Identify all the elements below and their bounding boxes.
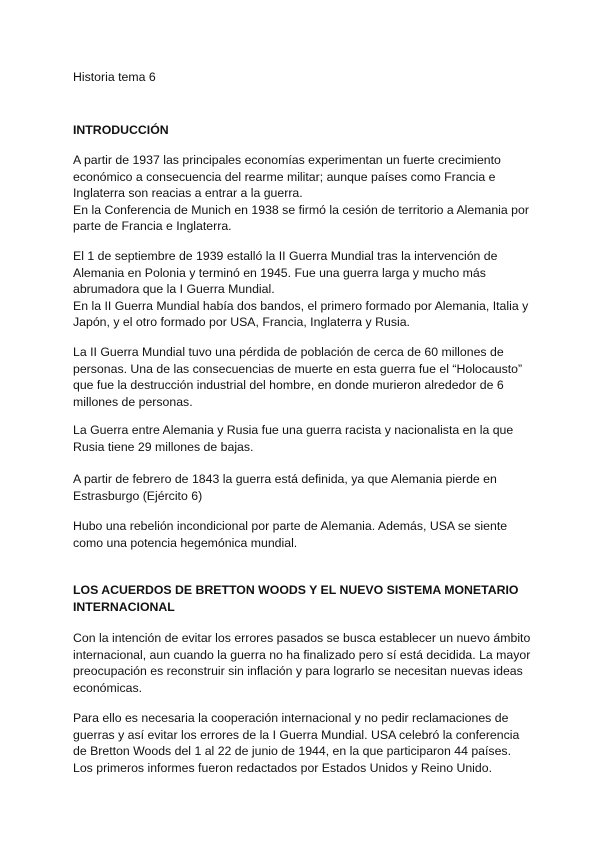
text-line: Inglaterra son reacias a entrar a la guerra. <box>73 186 303 200</box>
text-line: Para ello es necesaria la cooperación internacional y no pedir reclamaciones de <box>73 711 509 725</box>
text-line: El 1 de septiembre de 1939 estalló la II Guerra Mundial tras la intervención de <box>73 249 498 263</box>
text-line: La Guerra entre Alemania y Rusia fue una guerra racista y nacionalista en la que <box>73 423 514 437</box>
text-line: Estrasburgo (Ejército 6) <box>73 488 203 503</box>
text-line: Los primeros informes fueron redactados por Estados Unidos y Reino Unido. <box>73 760 492 775</box>
text-line: económicas. <box>73 680 143 695</box>
document-header <box>73 69 543 86</box>
heading-text: INTRODUCCIÓN <box>73 123 169 137</box>
text-line: económico a consecuencia del rearme militar; aunque países como Francia e <box>73 169 496 184</box>
text-line: preocupación es reconstruir sin inflación y para lograrlo se necesitan nuevas ideas <box>73 664 523 678</box>
text-line: guerras y así evitar los errores de la I Guerra Mundial. USA celebró la conferencia <box>73 727 520 742</box>
section-heading-bretton-woods <box>73 582 543 615</box>
text-line: Con la intención de evitar los errores pasados se busca establecer un nuevo ámbito <box>73 631 531 645</box>
text-line: personas. Una de las consecuencias de muerte en esta guerra fue el “Holocausto” <box>73 361 523 376</box>
text-line: Rusia tiene 29 millones de bajas. <box>73 439 254 454</box>
text-line: millones de personas. <box>73 394 193 409</box>
text-line: Hubo una rebelión incondicional por parte de Alemania. Además, USA se siente <box>73 519 508 533</box>
text-line: La II Guerra Mundial tuvo una pérdida de población de cerca de 60 millones de <box>73 345 504 359</box>
text-line: Alemania en Polonia y terminó en 1945. Fue una guerra larga y mucho más <box>73 265 486 280</box>
text-line: A partir de febrero de 1843 la guerra está definida, ya que Alemania pierde en <box>73 472 497 486</box>
text-line: En la II Guerra Mundial había dos bandos, el primero formado por Alemania, Italia y <box>73 298 529 313</box>
text-line: A partir de 1937 las principales economías experimentan un fuerte crecimiento <box>73 153 501 167</box>
section-heading-introduccion <box>73 122 543 139</box>
paragraph-1 <box>73 152 543 235</box>
text-line: En la Conferencia de Munich en 1938 se firmó la cesión de territorio a Alemania por <box>73 202 529 217</box>
paragraph-4 <box>73 422 543 455</box>
text-line: como una potencia hegemónica mundial. <box>73 535 298 550</box>
text-line: internacional, aun cuando la guerra no ha finalizado pero sí está decidida. La mayor <box>73 647 531 662</box>
paragraph-7 <box>73 630 543 696</box>
header-text: Historia tema 6 <box>73 70 156 84</box>
text-line: de Bretton Woods del 1 al 22 de junio de 1944, en la que participaron 44 países. <box>73 744 511 758</box>
paragraph-3 <box>73 344 543 410</box>
heading-line: LOS ACUERDOS DE BRETTON WOODS Y EL NUEVO SISTEMA MONETARIO <box>73 583 519 597</box>
paragraph-8 <box>73 710 543 776</box>
text-line: parte de Francia e Inglaterra. <box>73 219 232 233</box>
heading-line: INTERNACIONAL <box>73 599 175 614</box>
text-line: Japón, y el otro formado por USA, Francia, Inglaterra y Rusia. <box>73 315 410 329</box>
text-line: abrumadora que la I Guerra Mundial. <box>73 282 275 296</box>
paragraph-5 <box>73 471 543 504</box>
text-line: que fue la destrucción industrial del hombre, en donde murieron alrededor de 6 <box>73 378 504 392</box>
paragraph-2 <box>73 248 543 331</box>
paragraph-6 <box>73 518 543 551</box>
